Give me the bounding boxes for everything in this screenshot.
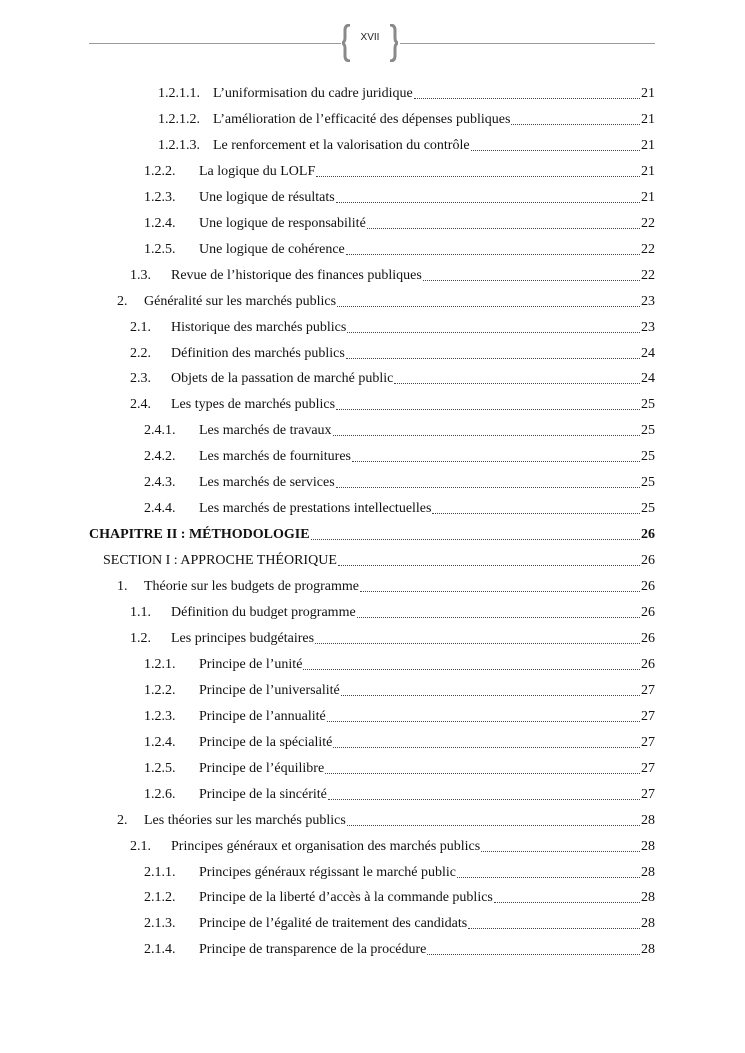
toc-entry bbox=[144, 707, 655, 727]
toc-entry-page: 22 bbox=[641, 267, 655, 283]
toc-entry bbox=[144, 447, 655, 467]
toc-entry-title: Revue de l’historique des finances publiques bbox=[171, 267, 422, 283]
toc-entry bbox=[89, 525, 655, 545]
toc-dot-leader bbox=[471, 150, 640, 151]
toc-entry bbox=[144, 162, 655, 182]
toc-dot-leader bbox=[328, 799, 640, 800]
toc-entry-number: 2.1.2. bbox=[144, 890, 176, 906]
toc-entry-page: 21 bbox=[641, 111, 655, 127]
toc-entry bbox=[117, 811, 655, 831]
toc-entry-title: Principe de transparence de la procédure bbox=[199, 942, 427, 958]
toc-entry-title: Définition du budget programme bbox=[171, 605, 356, 620]
toc-dot-leader bbox=[325, 773, 640, 774]
toc-entry-page: 26 bbox=[641, 656, 655, 672]
toc-entry-number: 2.1.1. bbox=[144, 864, 176, 880]
toc-dot-leader bbox=[333, 435, 640, 436]
toc-entry-title: Principe de la liberté d’accès à la commande publics bbox=[199, 890, 493, 906]
toc-dot-leader bbox=[347, 332, 640, 333]
toc-entry-number: 2.1. bbox=[130, 319, 151, 335]
toc-entry bbox=[158, 136, 655, 156]
toc-entry-number: 2.2. bbox=[130, 345, 151, 361]
toc-entry-page: 28 bbox=[641, 864, 655, 880]
toc-entry-number: 1.2.3. bbox=[144, 708, 176, 724]
toc-entry-number: 2.1. bbox=[130, 838, 151, 854]
header-rule-right bbox=[400, 43, 655, 44]
toc-entry-title: Une logique de résultats bbox=[199, 189, 335, 205]
toc-entry bbox=[158, 110, 655, 130]
toc-entry-title: Principe de l’équilibre bbox=[199, 760, 325, 776]
toc-entry-page: 27 bbox=[641, 708, 655, 724]
toc-entry bbox=[144, 914, 655, 934]
toc-entry-number: 1.2.5. bbox=[144, 760, 176, 776]
toc-entry bbox=[144, 785, 655, 805]
toc-dot-leader bbox=[311, 539, 640, 540]
toc-entry-title: Objets de la passation de marché public bbox=[171, 371, 394, 387]
toc-entry-title: Les marchés de fournitures bbox=[199, 449, 351, 465]
toc-entry-number: 2.4.1. bbox=[144, 423, 176, 439]
toc-entry-number: 1.2. bbox=[130, 630, 151, 646]
toc-dot-leader bbox=[427, 954, 640, 955]
toc-dot-leader bbox=[423, 280, 640, 281]
toc-entry-page: 26 bbox=[641, 630, 655, 646]
toc-dot-leader bbox=[337, 306, 640, 307]
toc-entry-number: 1.1. bbox=[130, 605, 151, 620]
toc-entry bbox=[144, 214, 655, 234]
toc-entry-page: 27 bbox=[641, 760, 655, 776]
toc-entry-title: Principes généraux régissant le marché public bbox=[199, 864, 456, 880]
toc-entry bbox=[103, 551, 655, 571]
page-header bbox=[0, 0, 745, 70]
toc-entry-page: 25 bbox=[641, 397, 655, 413]
toc-entry-page: 28 bbox=[641, 812, 655, 828]
toc-entry bbox=[130, 266, 655, 286]
toc-entry-title: Principe de l’unité bbox=[199, 656, 303, 672]
toc-entry-page: 25 bbox=[641, 475, 655, 491]
toc-entry bbox=[130, 629, 655, 649]
toc-entry bbox=[144, 421, 655, 441]
toc-entry-page: 26 bbox=[641, 579, 655, 595]
toc-entry-number: 2.4.3. bbox=[144, 475, 176, 491]
toc-entry bbox=[130, 369, 655, 389]
toc-entry-page: 28 bbox=[641, 890, 655, 906]
toc-entry-title: Les théories sur les marchés publics bbox=[144, 812, 346, 828]
toc-dot-leader bbox=[414, 98, 640, 99]
toc-entry-page: 24 bbox=[641, 345, 655, 361]
toc-dot-leader bbox=[468, 928, 640, 929]
toc-dot-leader bbox=[432, 513, 640, 514]
toc-dot-leader bbox=[316, 176, 640, 177]
toc-entry-title: SECTION I : APPROCHE THÉORIQUE bbox=[103, 553, 337, 569]
toc-entry-title: La logique du LOLF bbox=[199, 163, 316, 179]
toc-entry-title: Les types de marchés publics bbox=[171, 397, 336, 413]
toc-entry-number: 1.2.1.3. bbox=[158, 137, 200, 153]
toc-entry bbox=[144, 759, 655, 779]
toc-entry-page: 22 bbox=[641, 241, 655, 257]
toc-entry-title: Historique des marchés publics bbox=[171, 319, 347, 335]
toc-entry-number: 1.3. bbox=[130, 267, 151, 283]
header-rule-left bbox=[89, 43, 341, 44]
toc-entry bbox=[130, 344, 655, 364]
page-number: XVII bbox=[360, 32, 380, 43]
toc-entry-number: 1.2.6. bbox=[144, 786, 176, 802]
toc-dot-leader bbox=[394, 383, 640, 384]
toc-entry-page: 22 bbox=[641, 215, 655, 231]
toc-entry-page: 23 bbox=[641, 293, 655, 309]
toc-dot-leader bbox=[341, 695, 640, 696]
toc-entry-title: Principe de l’annualité bbox=[199, 708, 326, 724]
toc-entry-title: Principes généraux et organisation des marchés publics bbox=[171, 838, 481, 854]
toc-dot-leader bbox=[346, 254, 640, 255]
toc-entry-number: 1.2.1.1. bbox=[158, 86, 200, 101]
toc-entry-number: 1.2.1. bbox=[144, 656, 176, 672]
toc-dot-leader bbox=[511, 124, 640, 125]
toc-entry-title: Principe de l’universalité bbox=[199, 682, 340, 698]
toc-entry-title: Les marchés de prestations intellectuelles bbox=[199, 501, 432, 517]
toc-entry-number: 2.4. bbox=[130, 397, 151, 413]
toc-entry-title: Une logique de responsabilité bbox=[199, 215, 366, 231]
toc-dot-leader bbox=[357, 617, 640, 618]
toc-entry-number: 2.3. bbox=[130, 371, 151, 387]
toc-entry bbox=[130, 837, 655, 857]
toc-entry-page: 27 bbox=[641, 786, 655, 802]
toc-entry-number: 2. bbox=[117, 812, 128, 828]
toc-entry-page: 21 bbox=[641, 163, 655, 179]
toc-entry-number: 1.2.1.2. bbox=[158, 111, 200, 127]
toc-dot-leader bbox=[360, 591, 640, 592]
page-number-brackets bbox=[342, 24, 398, 62]
toc-entry-number: 2. bbox=[117, 293, 128, 309]
toc-entry-title: Les principes budgétaires bbox=[171, 630, 315, 646]
toc-dot-leader bbox=[352, 461, 640, 462]
toc-dot-leader bbox=[336, 409, 640, 410]
toc-dot-leader bbox=[494, 902, 640, 903]
toc-entry-title: Généralité sur les marchés publics bbox=[144, 293, 337, 309]
toc-entry-title: L’uniformisation du cadre juridique bbox=[213, 86, 413, 101]
toc-entry bbox=[130, 395, 655, 415]
toc-entry-number: 1.2.4. bbox=[144, 215, 176, 231]
toc-entry-title: Les marchés de travaux bbox=[199, 423, 332, 439]
toc-dot-leader bbox=[367, 228, 640, 229]
toc-entry-number: 1.2.3. bbox=[144, 189, 176, 205]
toc-entry-page: 28 bbox=[641, 838, 655, 854]
toc-dot-leader bbox=[336, 202, 640, 203]
toc-entry-page: 28 bbox=[641, 916, 655, 932]
toc-entry bbox=[158, 84, 655, 104]
toc-entry bbox=[144, 940, 655, 960]
toc-entry bbox=[144, 473, 655, 493]
toc-entry bbox=[144, 240, 655, 260]
toc-entry-title: Théorie sur les budgets de programme bbox=[144, 579, 359, 595]
toc-entry-title: Une logique de cohérence bbox=[199, 241, 345, 257]
toc-entry-title: Principe de la sincérité bbox=[199, 786, 327, 802]
toc-entry-number: 2.4.4. bbox=[144, 501, 176, 517]
toc-entry-title: Définition des marchés publics bbox=[171, 345, 345, 361]
toc-entry-title: L’amélioration de l’efficacité des dépenses publiques bbox=[213, 111, 511, 127]
toc-entry-page: 25 bbox=[641, 449, 655, 465]
toc-entry-number: 1.2.2. bbox=[144, 163, 176, 179]
toc-dot-leader bbox=[346, 358, 640, 359]
toc-entry bbox=[144, 681, 655, 701]
toc-entry-number: 1.2.5. bbox=[144, 241, 176, 257]
toc-dot-leader bbox=[347, 825, 640, 826]
toc-entry-title: Principe de l’égalité de traitement des candidats bbox=[199, 916, 468, 932]
toc-entry-number: 1.2.2. bbox=[144, 682, 176, 698]
toc-entry bbox=[117, 292, 655, 312]
toc-dot-leader bbox=[315, 643, 640, 644]
toc-entry bbox=[144, 888, 655, 908]
toc-entry-page: 27 bbox=[641, 682, 655, 698]
toc-dot-leader bbox=[333, 747, 640, 748]
toc-entry-page: 21 bbox=[641, 137, 655, 153]
toc-entry-page: 24 bbox=[641, 371, 655, 387]
toc-entry bbox=[130, 318, 655, 338]
toc-entry-page: 26 bbox=[641, 605, 655, 620]
toc-dot-leader bbox=[457, 877, 640, 878]
toc-dot-leader bbox=[481, 851, 640, 852]
toc-dot-leader bbox=[338, 565, 640, 566]
toc-entry bbox=[144, 863, 655, 883]
toc-entry-page: 25 bbox=[641, 501, 655, 517]
toc-entry-number: 2.1.3. bbox=[144, 916, 176, 932]
toc-entry-page: 27 bbox=[641, 734, 655, 750]
toc-entry-number: 1.2.4. bbox=[144, 734, 176, 750]
toc-entry-title: CHAPITRE II : MÉTHODOLOGIE bbox=[89, 527, 310, 543]
toc-entry-page: 21 bbox=[641, 189, 655, 205]
toc-entry bbox=[130, 603, 655, 623]
toc-dot-leader bbox=[303, 669, 640, 670]
toc-entry bbox=[144, 655, 655, 675]
toc-dot-leader bbox=[327, 721, 640, 722]
toc-entry-number: 2.4.2. bbox=[144, 449, 176, 465]
toc-entry-title: Le renforcement et la valorisation du contrôle bbox=[213, 137, 470, 153]
toc-entry-page: 25 bbox=[641, 423, 655, 439]
toc-entry bbox=[144, 733, 655, 753]
toc-entry bbox=[144, 188, 655, 208]
toc-entry-page: 26 bbox=[641, 553, 655, 569]
toc-entry-page: 28 bbox=[641, 942, 655, 958]
toc-entry-page: 23 bbox=[641, 319, 655, 335]
toc-dot-leader bbox=[336, 487, 640, 488]
toc-entry-page: 21 bbox=[641, 86, 655, 101]
toc-entry bbox=[117, 577, 655, 597]
toc-entry-title: Principe de la spécialité bbox=[199, 734, 333, 750]
toc-entry bbox=[144, 499, 655, 519]
toc-entry-title: Les marchés de services bbox=[199, 475, 335, 491]
bracket-icon bbox=[342, 24, 398, 62]
toc-entry-number: 1. bbox=[117, 579, 128, 595]
toc-entry-number: 2.1.4. bbox=[144, 942, 176, 958]
toc-entry-page: 26 bbox=[641, 527, 655, 543]
